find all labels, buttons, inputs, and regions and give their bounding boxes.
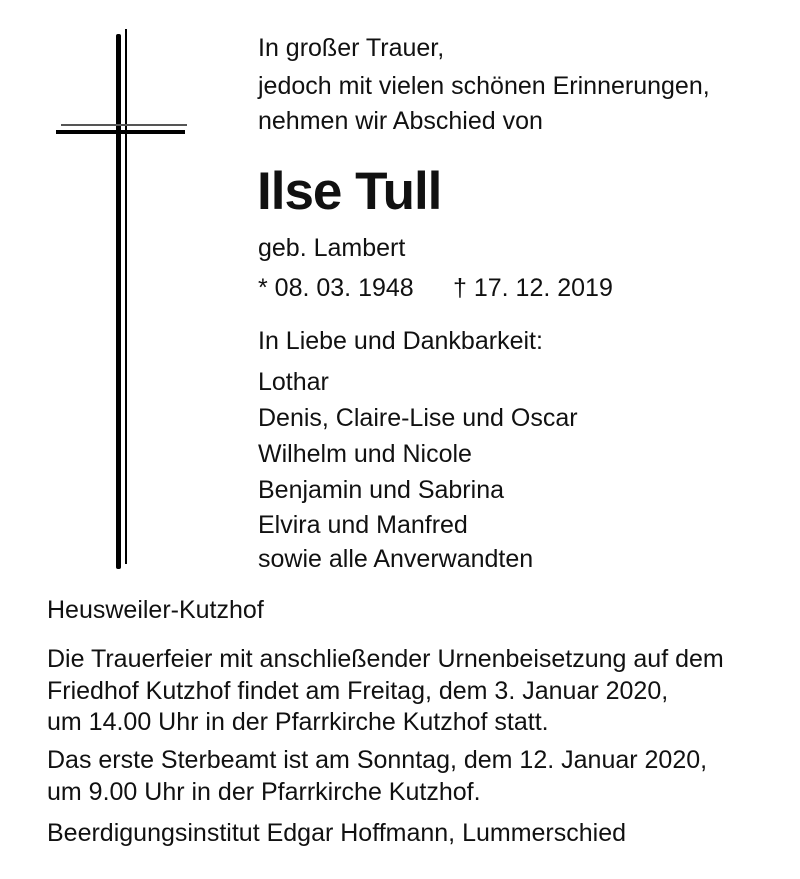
maiden-name: geb. Lambert <box>258 234 406 262</box>
intro-line: nehmen wir Abschied von <box>258 107 543 135</box>
funeral-line: Die Trauerfeier mit anschließender Urnenbeisetzung auf dem <box>47 645 724 673</box>
mourner: Lothar <box>258 368 329 396</box>
deceased-name: Ilse Tull <box>257 162 442 221</box>
mourner: Wilhelm und Nicole <box>258 440 472 468</box>
mourner: Denis, Claire-Lise und Oscar <box>258 404 578 432</box>
intro-line: In großer Trauer, <box>258 34 445 62</box>
mass-line: Das erste Sterbeamt ist am Sonntag, dem 12. Januar 2020, <box>47 746 708 774</box>
funeral-line: um 14.00 Uhr in der Pfarrkirche Kutzhof statt. <box>47 708 549 736</box>
mourner: sowie alle Anverwandten <box>258 545 534 573</box>
undertaker: Beerdigungsinstitut Edgar Hoffmann, Lummerschied <box>47 819 627 847</box>
funeral-line: Friedhof Kutzhof findet am Freitag, dem 3. Januar 2020, <box>47 677 669 705</box>
mourner: Elvira und Manfred <box>258 511 468 539</box>
intro-line: jedoch mit vielen schönen Erinnerungen, <box>258 72 710 100</box>
place: Heusweiler-Kutzhof <box>47 596 264 624</box>
mourner: Benjamin und Sabrina <box>258 476 504 504</box>
mass-line: um 9.00 Uhr in der Pfarrkirche Kutzhof. <box>47 778 481 806</box>
death-date: † 17. 12. 2019 <box>453 274 613 302</box>
birth-date: * 08. 03. 1948 <box>258 274 414 302</box>
mourners-heading: In Liebe und Dankbarkeit: <box>258 327 543 355</box>
